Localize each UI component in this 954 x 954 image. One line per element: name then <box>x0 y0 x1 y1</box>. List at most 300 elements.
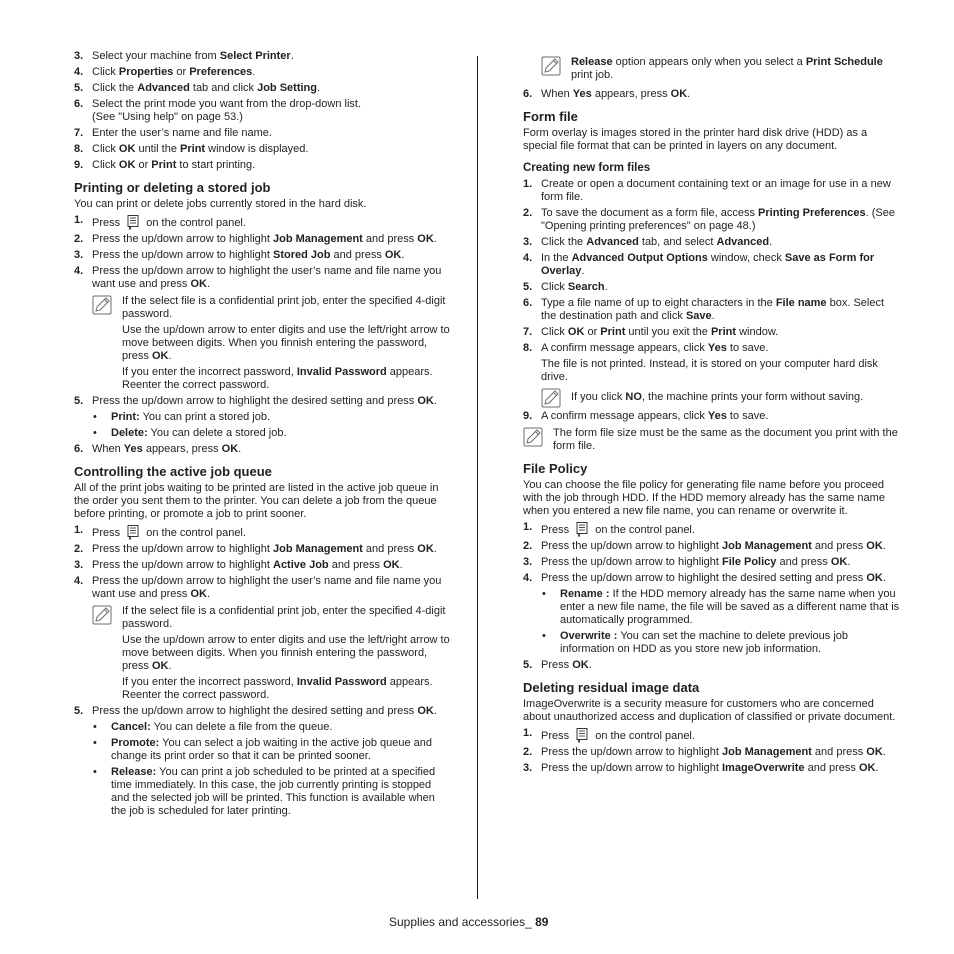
text-run: Press the up/down arrow to highlight the user’s name and file name you want use and press <box>92 265 442 290</box>
step-number: 2. <box>523 540 533 552</box>
text-run: You can select a job waiting in the active job queue and change its print order so that it can be printed sooner. <box>111 737 433 762</box>
step <box>523 659 900 672</box>
text-run: . <box>847 556 851 568</box>
queue-step-1 <box>74 524 451 540</box>
note-paragraph <box>122 605 451 631</box>
note-paragraph <box>122 366 451 392</box>
bold-term: OK <box>384 249 402 261</box>
policy-bullets <box>523 588 900 656</box>
text-run: to save. <box>726 342 769 354</box>
bold-term: Invalid Password <box>296 676 387 688</box>
text-run: . <box>433 543 437 555</box>
step-number: 4. <box>523 572 533 584</box>
policy-step-1 <box>523 521 900 537</box>
bold-term: Release: <box>111 766 157 778</box>
text-run: . <box>604 281 608 293</box>
text-run: window is displayed. <box>205 143 309 155</box>
bold-term: Advanced <box>137 82 190 94</box>
text-run: Click <box>92 66 119 78</box>
creating-form-heading: Creating new form files <box>523 162 651 174</box>
queue-bullets <box>74 721 451 818</box>
bold-term: Advanced <box>716 236 770 248</box>
queue-heading: Controlling the active job queue <box>74 464 272 479</box>
text-run: . <box>290 50 294 62</box>
text-run: Press the up/down arrow to highlight <box>92 249 273 261</box>
bullet-dot: • <box>93 766 97 778</box>
step <box>74 233 451 246</box>
bold-term: Print <box>710 326 737 338</box>
release-note <box>523 56 900 82</box>
bold-term: OK <box>118 143 136 155</box>
step-number: 6. <box>74 443 84 455</box>
stored-bullets <box>74 411 451 440</box>
bold-term: Job Management <box>273 543 363 555</box>
residual-intro: ImageOverwrite is a security measure for customers who are concerned about unauthorized access and duplication of classified or private document. <box>523 698 896 723</box>
text-run: . <box>882 572 886 584</box>
bold-term: OK <box>151 350 169 362</box>
text-run: . <box>206 588 211 600</box>
note-body <box>571 388 900 404</box>
note-body <box>571 56 900 82</box>
text-run: A confirm message appears, click <box>541 410 708 422</box>
note-body <box>122 295 451 392</box>
step-number: 1. <box>523 178 533 190</box>
text-run: and press <box>362 543 418 555</box>
text-run: appears, press <box>142 443 222 455</box>
step-number: 2. <box>74 543 84 555</box>
bold-term: Invalid Password <box>296 366 387 378</box>
step <box>74 127 451 140</box>
text-run: appears, press <box>591 88 671 100</box>
note-body <box>122 605 451 702</box>
text-run: until the <box>135 143 181 155</box>
step <box>523 281 900 294</box>
step-text: on the control panel. <box>595 524 695 536</box>
job-management-key-icon <box>125 214 141 230</box>
step <box>74 82 451 95</box>
queue-step-5 <box>74 705 451 718</box>
text-run: Select the print mode you want from the drop-down list. (See "Using help" on page 53.) <box>92 98 362 123</box>
step-number: 6. <box>523 297 533 309</box>
step <box>523 178 900 204</box>
bold-term: Job Management <box>273 233 363 245</box>
text-run: option appears only when you select a <box>612 56 806 68</box>
stored-steps <box>74 233 451 291</box>
form-file-heading: Form file <box>523 109 578 124</box>
text-run: . <box>581 265 585 277</box>
text-run: A confirm message appears, click <box>541 342 708 354</box>
form-steps <box>523 178 900 355</box>
bold-term: Advanced <box>586 236 639 248</box>
bullet-dot: • <box>93 411 97 423</box>
step <box>523 762 900 775</box>
text-run: to save. <box>726 410 769 422</box>
bold-term: Promote: <box>111 737 160 749</box>
stored-job-intro: You can print or delete jobs currently stored in the hard disk. <box>74 198 367 210</box>
bold-term: Active Job <box>273 559 329 571</box>
text-run: Press the up/down arrow to highlight <box>92 233 273 245</box>
text-run: The form file size must be the same as the document you print with the form file. <box>553 427 898 452</box>
step-number: 3. <box>74 50 84 62</box>
text-run: Press the up/down arrow to highlight <box>541 746 722 758</box>
job-management-key-icon <box>574 727 590 743</box>
policy-step-5 <box>523 659 900 672</box>
note-paragraph <box>122 634 451 673</box>
text-run: . (See "Opening printing preferences" on page 48.) <box>541 207 895 232</box>
text-run: Use the up/down arrow to enter digits and use the left/right arrow to move between digits. When you finnish entering the password, press <box>122 324 450 362</box>
bold-term: Job Setting <box>257 82 317 94</box>
bold-term: OK <box>221 443 239 455</box>
text-run: Press the up/down arrow to highlight <box>541 556 722 568</box>
bold-term: Save as Form for Overlay <box>541 252 875 277</box>
bold-term: Print: <box>111 411 140 423</box>
text-run: . <box>238 443 242 455</box>
step-text: on the control panel. <box>146 217 246 229</box>
text-run: box. Select the destination path and click <box>541 297 885 322</box>
step-number: 7. <box>74 127 84 139</box>
bold-term: OK <box>670 88 688 100</box>
right-column <box>523 56 900 778</box>
step <box>523 326 900 339</box>
text-run: You can print a job scheduled to be printed at a specified time immediately. In this case, the job currently printing is stopped and the selected job will be printed. This function is available when the job is scheduled for later printing. <box>111 766 436 817</box>
bold-term: Delete: <box>111 427 148 439</box>
step-text: Press <box>541 524 570 536</box>
stored-job-heading: Printing or deleting a stored job <box>74 180 271 195</box>
bold-term: Advanced Output Options <box>571 252 708 264</box>
bold-term: Properties <box>118 66 174 78</box>
text-run: You can delete a stored job. <box>147 427 287 439</box>
text-run: and press <box>804 762 859 774</box>
footer-label: Supplies and accessories_ <box>389 915 536 929</box>
bold-term: OK <box>858 762 876 774</box>
step <box>74 705 451 718</box>
step-text: Press <box>541 730 570 742</box>
text-run: . <box>433 705 437 717</box>
step-number: 3. <box>74 249 84 261</box>
step-number: 8. <box>523 342 533 354</box>
text-run: If you enter the incorrect password, <box>122 366 297 378</box>
step-number: 3. <box>74 559 84 571</box>
file-policy-heading: File Policy <box>523 461 588 476</box>
release-step-6 <box>523 88 900 101</box>
text-run: If you enter the incorrect password, <box>122 676 297 688</box>
text-run: to start printing. <box>176 159 256 171</box>
step-number: 2. <box>74 233 84 245</box>
bold-term: File name <box>775 297 827 309</box>
step-number: 9. <box>523 410 533 422</box>
text-run: . <box>252 66 256 78</box>
bullet-item <box>74 411 451 424</box>
text-run: . <box>882 540 886 552</box>
step-text: on the control panel. <box>146 527 246 539</box>
step-number: 1. <box>523 727 533 739</box>
text-run: Press <box>541 659 573 671</box>
bold-term: Yes <box>572 88 592 100</box>
step-number: 1. <box>74 524 84 536</box>
text-run: When <box>92 443 124 455</box>
text-run: To save the document as a form file, access <box>541 207 759 219</box>
bold-term: File Policy <box>722 556 777 568</box>
step-number: 4. <box>523 252 533 264</box>
text-run: Press the up/down arrow to highlight <box>541 762 722 774</box>
bold-term: OK <box>417 395 434 407</box>
step-text: Press <box>92 527 121 539</box>
step-number: 6. <box>523 88 533 100</box>
bold-term: OK <box>567 326 585 338</box>
text-run: and press <box>362 233 418 245</box>
step-number: 2. <box>523 746 533 758</box>
bold-term: Print <box>180 143 206 155</box>
note-paragraph <box>122 324 451 363</box>
step-number: 4. <box>74 575 84 587</box>
form-step-9 <box>523 410 900 423</box>
text-run: When <box>541 88 573 100</box>
text-run: . <box>168 660 172 672</box>
residual-heading: Deleting residual image data <box>523 680 700 695</box>
stored-step-6 <box>74 443 451 456</box>
step <box>74 50 451 63</box>
text-run: window. <box>736 326 779 338</box>
step <box>523 556 900 569</box>
text-run: . <box>711 310 715 322</box>
text-run: and press <box>328 559 384 571</box>
bold-term: Overwrite : <box>560 630 618 642</box>
queue-intro: All of the print jobs waiting to be printed are listed in the active job queue in the order you sent them to the printer. You can delete a job from the queue before printing, or promote a job to print sooner. <box>74 482 439 520</box>
text-run: Enter the user’s name and file name. <box>92 127 272 139</box>
text-run: . <box>206 278 211 290</box>
text-run: If the select file is a confidential print job, enter the specified 4-digit password. <box>122 295 446 320</box>
bold-term: OK <box>417 705 434 717</box>
text-run: Click the <box>92 82 138 94</box>
page-footer <box>389 915 548 929</box>
text-run: , the machine prints your form without saving. <box>641 391 864 403</box>
bold-term: Printing Preferences <box>758 207 866 219</box>
bold-term: OK <box>417 543 434 555</box>
step <box>523 88 900 101</box>
form-after-step-8: The file is not printed. Instead, it is stored on your computer hard disk drive. <box>541 358 878 383</box>
text-run: until you exit the <box>625 326 711 338</box>
step-number: 7. <box>523 326 533 338</box>
form-no-note <box>523 388 900 404</box>
step <box>523 207 900 233</box>
note-icon <box>541 56 561 76</box>
step <box>74 66 451 79</box>
step <box>523 342 900 355</box>
bold-term: Print <box>600 326 626 338</box>
bullet-item <box>74 427 451 440</box>
bold-term: Print <box>151 159 177 171</box>
step <box>74 159 451 172</box>
step-number: 3. <box>523 236 533 248</box>
bold-term: Print Schedule <box>805 56 883 68</box>
step <box>523 540 900 553</box>
text-run: If the select file is a confidential print job, enter the specified 4-digit password. <box>122 605 446 630</box>
text-run: Press the up/down arrow to highlight <box>541 540 722 552</box>
step-number: 6. <box>74 98 84 110</box>
text-run: . <box>433 233 437 245</box>
text-run: and press <box>811 746 867 758</box>
text-run: You can set the machine to delete previous job information on HDD as you store new job information. <box>560 630 849 655</box>
step-number: 5. <box>74 82 84 94</box>
text-run: and press <box>811 540 867 552</box>
file-policy-intro: You can choose the file policy for generating file name before you proceed with the job through HDD. If the HDD memory already has the same name when you entered a new file name, you can rename or overwrite it. <box>523 479 885 517</box>
text-run: . <box>769 236 773 248</box>
page-number: 89 <box>535 915 549 929</box>
bullet-dot: • <box>93 427 97 439</box>
bullet-dot: • <box>542 630 546 642</box>
bold-term: OK <box>151 660 169 672</box>
queue-steps <box>74 543 451 601</box>
bold-term: OK <box>190 588 207 600</box>
bullet-item <box>523 630 900 656</box>
bullet-dot: • <box>542 588 546 600</box>
bold-term: Yes <box>707 342 727 354</box>
queue-note <box>74 605 451 702</box>
bold-term: Yes <box>707 410 727 422</box>
text-run: Type a file name of up to eight characters in the <box>541 297 776 309</box>
step-number: 2. <box>523 207 533 219</box>
bullet-item <box>74 766 451 818</box>
step <box>74 265 451 291</box>
text-run: window, check <box>707 252 785 264</box>
text-run: or <box>584 326 601 338</box>
bold-term: NO <box>625 391 642 403</box>
text-run: Click <box>541 326 568 338</box>
bold-term: Search <box>567 281 605 293</box>
step <box>523 572 900 585</box>
bold-term: Cancel: <box>111 721 151 733</box>
step-text: Press <box>92 217 121 229</box>
text-run: Click <box>541 281 568 293</box>
note-icon <box>541 388 561 408</box>
text-run: If the HDD memory already has the same name when you enter a new file name, the file will be saved as a different name that is automatically programmed. <box>560 588 900 626</box>
job-management-key-icon <box>125 524 141 540</box>
bold-term: Select Printer <box>219 50 291 62</box>
text-run: tab, and select <box>638 236 717 248</box>
text-run: . <box>401 249 405 261</box>
text-run: You can print a stored job. <box>139 411 270 423</box>
bold-term: OK <box>830 556 848 568</box>
bold-term: Stored Job <box>273 249 331 261</box>
text-run: Click the <box>541 236 587 248</box>
text-run: . <box>433 395 437 407</box>
bold-term: OK <box>866 746 883 758</box>
stored-step-1 <box>74 214 451 230</box>
step <box>74 575 451 601</box>
step-number: 5. <box>74 395 84 407</box>
text-run: . <box>687 88 691 100</box>
job-management-key-icon <box>574 521 590 537</box>
text-run: print job. <box>571 69 614 81</box>
text-run: or <box>135 159 152 171</box>
text-run: Click <box>92 143 119 155</box>
text-run: Click <box>92 159 119 171</box>
step-number: 5. <box>523 281 533 293</box>
bold-term: Save <box>685 310 712 322</box>
policy-steps <box>523 540 900 585</box>
step-number: 8. <box>74 143 84 155</box>
step-number: 4. <box>74 265 84 277</box>
step <box>74 249 451 262</box>
note-icon <box>92 295 112 315</box>
step-number: 4. <box>74 66 84 78</box>
text-run: and press <box>330 249 385 261</box>
column-divider <box>477 56 478 899</box>
text-run: . <box>588 659 592 671</box>
step <box>74 559 451 572</box>
text-run: Press the up/down arrow to highlight <box>92 543 273 555</box>
step <box>74 98 451 124</box>
step-number: 5. <box>74 705 84 717</box>
note-body <box>553 427 900 453</box>
bold-term: Job Management <box>722 746 812 758</box>
step <box>74 395 451 408</box>
bullet-dot: • <box>93 721 97 733</box>
step-number: 1. <box>523 521 533 533</box>
step-number: 5. <box>523 659 533 671</box>
text-run: appears. Reenter the correct password. <box>122 366 433 391</box>
text-run: Press the up/down arrow to highlight the desired setting and press <box>541 572 867 584</box>
bold-term: Yes <box>123 443 143 455</box>
text-run: . <box>168 350 172 362</box>
form-file-intro: Form overlay is images stored in the printer hard disk drive (HDD) as a special file format that can be printed in layers on any document. <box>523 127 868 152</box>
text-run: . <box>875 762 879 774</box>
residual-steps <box>523 746 900 775</box>
step <box>523 746 900 759</box>
bold-term: Release <box>571 56 613 68</box>
text-run: Press the up/down arrow to highlight the desired setting and press <box>92 705 418 717</box>
bold-term: Job Management <box>722 540 812 552</box>
text-run: Press the up/down arrow to highlight <box>92 559 273 571</box>
bullet-dot: • <box>93 737 97 749</box>
bullet-item <box>74 721 451 734</box>
text-run: . <box>399 559 403 571</box>
text-run: Press the up/down arrow to highlight the user’s name and file name you want use and press <box>92 575 442 600</box>
text-run: Create or open a document containing text or an image for use in a new form file. <box>541 178 891 203</box>
step <box>523 252 900 278</box>
step-number: 3. <box>523 762 533 774</box>
text-run: . <box>882 746 886 758</box>
text-run: or <box>173 66 190 78</box>
bold-term: Rename : <box>560 588 610 600</box>
step-number: 3. <box>523 556 533 568</box>
stored-note <box>74 295 451 392</box>
bold-term: OK <box>383 559 400 571</box>
bold-term: Preferences <box>189 66 253 78</box>
step <box>523 236 900 249</box>
text-run: and press <box>776 556 831 568</box>
step <box>74 443 451 456</box>
bullet-item <box>74 737 451 763</box>
form-size-note <box>523 427 900 453</box>
text-run: tab and click <box>189 82 258 94</box>
bold-term: OK <box>866 572 883 584</box>
step-number: 1. <box>74 214 84 226</box>
step <box>523 410 900 423</box>
step <box>74 543 451 556</box>
step <box>523 297 900 323</box>
text-run: You can delete a file from the queue. <box>150 721 333 733</box>
bold-term: OK <box>118 159 136 171</box>
steps-top <box>74 50 451 172</box>
text-run: . <box>316 82 321 94</box>
text-run: appears. Reenter the correct password. <box>122 676 433 701</box>
note-icon <box>92 605 112 625</box>
bold-term: ImageOverwrite <box>722 762 805 774</box>
text-run: If you click <box>571 391 626 403</box>
step <box>74 143 451 156</box>
bold-term: OK <box>190 278 207 290</box>
